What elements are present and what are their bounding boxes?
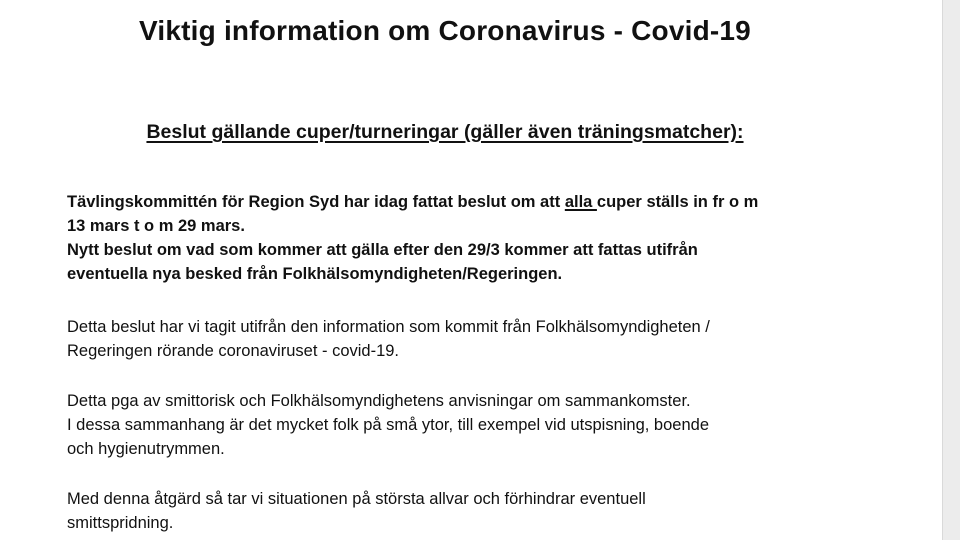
page-edge-scrollbar[interactable] [942,0,960,540]
decision-line-1-start: Tävlingskommittén för Region Syd har idag fattat beslut om att [67,193,565,211]
measure-line-1: Med denna åtgärd så tar vi situationen på största allvar och förhindrar eventuell [67,490,646,508]
source-line-1: Detta beslut har vi tagit utifrån den information som kommit från Folkhälsomyndigheten / [67,318,710,336]
decision-paragraph [67,190,867,286]
decision-line-1 [67,190,867,214]
reason-line-3: och hygienutrymmen. [67,440,225,458]
decision-line-2: 13 mars t o m 29 mars. [67,217,245,235]
measure-paragraph [67,487,867,535]
page-title: Viktig information om Coronavirus - Covid-19 [139,15,751,46]
source-paragraph [67,315,867,363]
decision-line-1-end: cuper ställs in fr o m [596,193,759,211]
reason-line-2: I dessa sammanhang är det mycket folk på små ytor, till exempel vid utspisning, boende [67,416,709,434]
section-heading: Beslut gällande cuper/turneringar (gäller även träningsmatcher): [146,121,744,143]
underlined-word-alla: alla [564,193,597,211]
decision-line-3: Nytt beslut om vad som kommer att gälla efter den 29/3 kommer att fattas utifrån [67,241,698,259]
reason-paragraph [67,389,867,461]
reason-line-1: Detta pga av smittorisk och Folkhälsomyndighetens anvisningar om sammankomster. [67,392,691,410]
source-line-2: Regeringen rörande coronaviruset - covid-19. [67,342,400,360]
measure-line-2: smittspridning. [67,514,174,532]
decision-line-4: eventuella nya besked från Folkhälsomyndigheten/Regeringen. [67,265,563,283]
